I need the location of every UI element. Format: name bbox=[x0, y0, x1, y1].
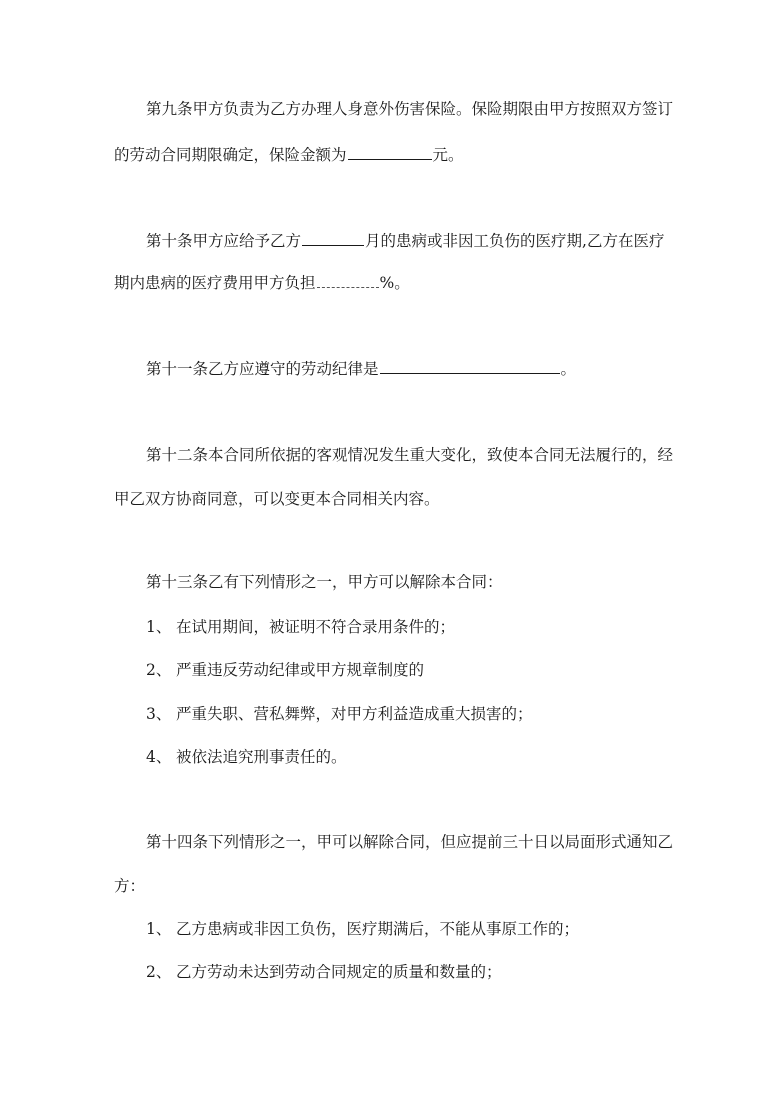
medical-period-blank[interactable] bbox=[302, 230, 364, 246]
article10-line2-text: 期内患病的医疗费用甲方负担 bbox=[114, 274, 316, 292]
list-item-text: 在试用期间，被证明不符合录用条件的； bbox=[176, 618, 456, 636]
article10-line1-text: 第十条甲方应给予乙方 bbox=[146, 232, 302, 250]
article11-line1-suffix: 。 bbox=[560, 360, 577, 378]
article10-line2-suffix: %。 bbox=[379, 274, 410, 292]
list-item-text: 严重违反劳动纪律或甲方规章制度的 bbox=[176, 661, 425, 679]
list-item-text: 被依法追究刑事责任的。 bbox=[176, 748, 347, 766]
medical-cost-percent-blank[interactable] bbox=[317, 272, 379, 288]
article13-item-2 bbox=[146, 659, 706, 681]
article14-item-2 bbox=[146, 961, 706, 983]
list-item-number: 4、 bbox=[146, 748, 172, 766]
article9-line2-text: 的劳动合同期限确定，保险金额为 bbox=[114, 146, 347, 164]
list-item-number: 1、 bbox=[146, 920, 172, 938]
insurance-amount-blank[interactable] bbox=[348, 144, 432, 160]
article12-line1: 第十二条本合同所依据的客观情况发生重大变化，致使本合同无法履行的，经 bbox=[146, 446, 674, 464]
list-item-number: 2、 bbox=[146, 661, 172, 679]
list-item-number: 1、 bbox=[146, 618, 172, 636]
list-item-text: 乙方患病或非因工负伤，医疗期满后，不能从事原工作的； bbox=[176, 920, 580, 938]
article9-line1: 第九条甲方负责为乙方办理人身意外伤害保险。保险期限由甲方按照双方签订 bbox=[146, 100, 674, 118]
article12-line2: 甲乙双方协商同意，可以变更本合同相关内容。 bbox=[114, 490, 440, 508]
article14-line2: 方： bbox=[114, 877, 146, 895]
article13-heading: 第十三条乙有下列情形之一，甲方可以解除本合同： bbox=[146, 573, 503, 591]
article10-line1 bbox=[146, 230, 706, 252]
article13-item-4 bbox=[146, 746, 706, 768]
article10-line2 bbox=[114, 272, 674, 294]
article14-item-1 bbox=[146, 918, 706, 940]
list-item-number: 2、 bbox=[146, 963, 172, 981]
article11-line1-text: 第十一条乙方应遵守的劳动纪律是 bbox=[146, 360, 379, 378]
list-item-text: 乙方劳动未达到劳动合同规定的质量和数量的； bbox=[176, 963, 502, 981]
article9-line2 bbox=[114, 144, 674, 166]
labor-discipline-blank[interactable] bbox=[380, 358, 560, 374]
article13-item-1 bbox=[146, 616, 706, 638]
article9-line2-suffix: 元。 bbox=[432, 146, 464, 164]
article11-line1 bbox=[146, 358, 706, 380]
list-item-text: 严重失职、营私舞弊，对甲方利益造成重大损害的； bbox=[176, 705, 533, 723]
article10-line1-suffix: 月的患病或非因工负伤的医疗期,乙方在医疗 bbox=[365, 232, 665, 250]
article14-line1: 第十四条下列情形之一，甲可以解除合同，但应提前三十日以局面形式通知乙 bbox=[146, 833, 674, 851]
article13-item-3 bbox=[146, 703, 706, 725]
list-item-number: 3、 bbox=[146, 705, 172, 723]
